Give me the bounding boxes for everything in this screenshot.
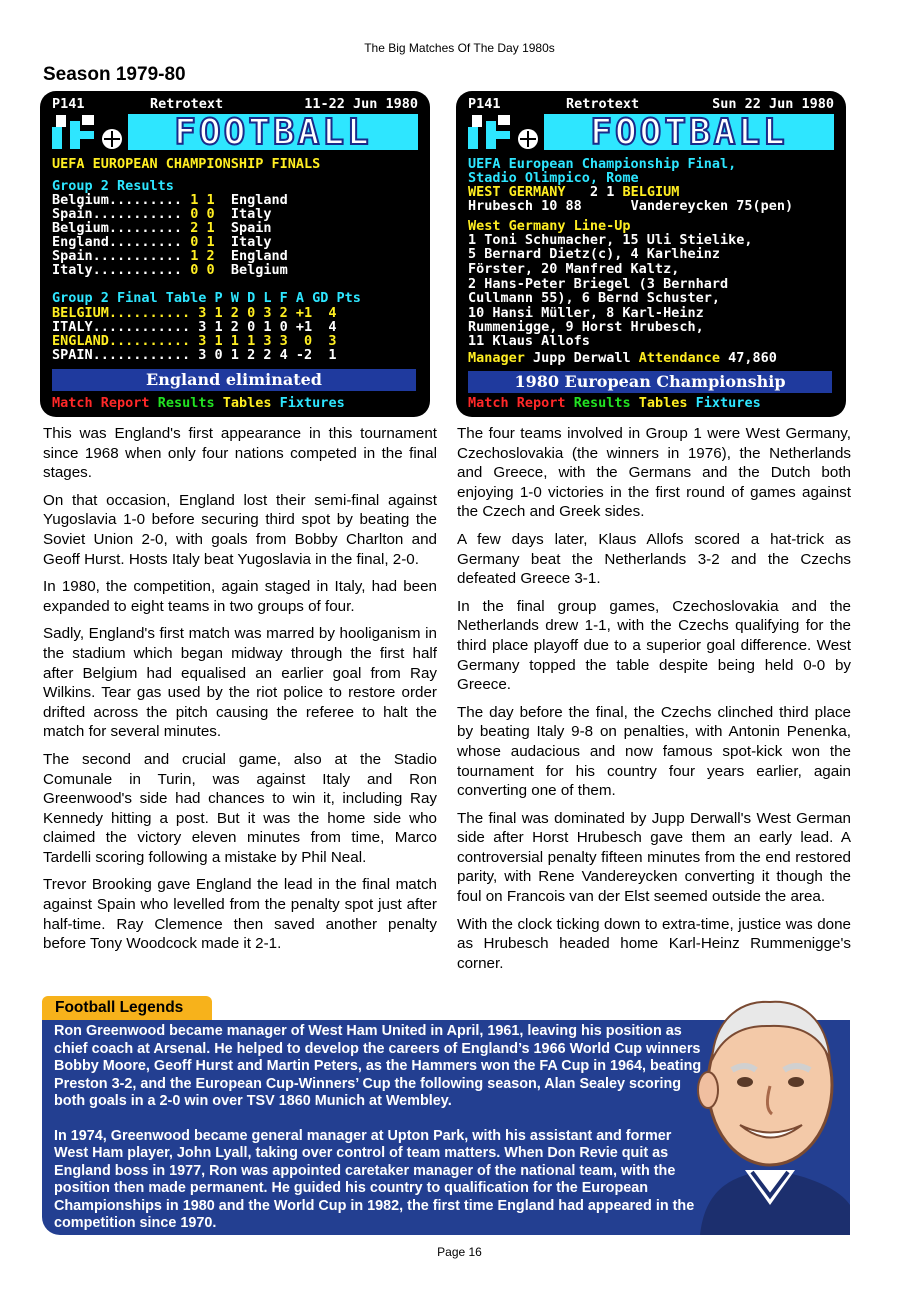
teletext-banner: 1980 European Championship	[468, 371, 832, 393]
page-header-title: The Big Matches Of The Day 1980s	[364, 41, 555, 55]
article-paragraph: The day before the final, the Czechs clinched third place by beating Italy 9-8 on penalties, with Antonin Penenka, whose audacious and now famous spot-kick won the tournament for his country four years earlier, again converting one of them.	[457, 703, 851, 800]
legends-paragraph: In 1974, Greenwood became general manager at Upton Park, with his assistant and former West Ham player, John Lyall, taking over control of team matters. When Don Revie quit as England boss in 1977, Ron was appointed caretaker manager of the national team, with the position then made permanent. He guided his country to qualification for the European Championships in 1980 and the World Cup in 1982, the first time England had appeared in the competition since 1970.	[54, 1127, 695, 1231]
teletext-service-name: Retrotext	[150, 96, 224, 112]
logo-figure-block	[496, 131, 510, 139]
teletext-subheadline: Stadio Olimpico, Rome	[468, 170, 639, 186]
teletext-page-number: P141	[52, 96, 85, 112]
result-row: England......... 0 1 Italy	[52, 234, 272, 250]
article-paragraph: The four teams involved in Group 1 were West Germany, Czechoslovakia (the winners in 1976), the Netherlands and Greece, with the Germans and the Dutch both enjoying 1-0 victories in the first round of games against the Czech and Greek sides.	[457, 425, 851, 521]
logo-figure-block	[80, 131, 94, 139]
football-logo	[52, 113, 418, 151]
lineup-line: Förster, 20 Manfred Kaltz,	[468, 261, 680, 277]
lineup-line: 10 Hansi Müller, 8 Karl-Heinz	[468, 305, 704, 321]
article-column-right	[457, 424, 851, 981]
teletext-headline: UEFA EUROPEAN CHAMPIONSHIP FINALS	[52, 156, 321, 172]
article-paragraph: In 1980, the competition, again staged in Italy, had been expanded to eight teams in two groups of four.	[43, 578, 437, 615]
logo-figure-block	[70, 121, 80, 149]
lineup-title: West Germany Line-Up	[468, 218, 631, 234]
fastext-results[interactable]: Results	[157, 395, 215, 411]
table-header: Group 2 Final Table P W D L F A GD Pts	[52, 290, 361, 306]
fastext-fixtures[interactable]: Fixtures	[695, 395, 761, 411]
fastext-links	[468, 395, 761, 411]
page-number: Page 16	[437, 1245, 482, 1259]
article-paragraph: With the clock ticking down to extra-time, justice was done as Hrubesch headed home Karl-Heinz Rummenigge's corner.	[457, 915, 851, 972]
fastext-fixtures[interactable]: Fixtures	[279, 395, 345, 411]
fastext-match[interactable]: Match	[52, 395, 93, 411]
article-paragraph: This was England's first appearance in this tournament since 1968 when only four nations competed in the final stages.	[43, 425, 437, 482]
fastext-report[interactable]: Report	[100, 395, 150, 411]
legends-paragraph: Ron Greenwood became manager of West Ham United in April, 1961, leaving his position as chief coach at Arsenal. He helped to develop the careers of England’s 1966 World Cup winners Bobby Moore, Geoff Hurst and Martin Peters, as the Hammers won the FA Cup in 1964, beating Preston 3-2, and the European Cup-Winners’ Cup the following season, Alan Sealey scoring both goals in a 2-0 win over TSV 1860 Munich at Wembley.	[54, 1023, 702, 1109]
table-row: ITALY............ 3 1 2 0 1 0 +1 4	[52, 319, 337, 335]
teletext-page-number: P141	[468, 96, 501, 112]
fastext-results[interactable]: Results	[573, 395, 631, 411]
result-row: Spain........... 0 0 Italy	[52, 206, 272, 222]
ron-greenwood-portrait	[690, 990, 850, 1235]
teletext-panel-final	[456, 91, 846, 417]
teletext-service-name: Retrotext	[566, 96, 640, 112]
fastext-tables[interactable]: Tables	[222, 395, 272, 411]
teletext-header-row	[468, 96, 834, 112]
lineup-line: 11 Klaus Allofs	[468, 333, 590, 349]
teletext-headline: UEFA European Championship Final,	[468, 156, 737, 172]
article-paragraph: Sadly, England's first match was marred by hooliganism in the stadium which began midway through the first half after Belgium had equalised an earlier goal from Ray Wilkins. Tear gas used by the riot police to restore order drifted across the pitch causing the referee to halt the match for several minutes.	[43, 625, 437, 741]
result-row: Belgium......... 2 1 Spain	[52, 220, 272, 236]
article-paragraph: The second and crucial game, also at the Stadio Comunale in Turin, was against Italy and Ron Greenwood's side had chances to win it, including Ray Kennedy hitting a post. But it was the home side who claimed the victory eleven minutes from time, Marco Tardelli scoring following a mistake by Phil Neal.	[43, 750, 437, 866]
final-score-row: WEST GERMANY 2 1 BELGIUM	[468, 184, 680, 200]
logo-text: FOOTBALL	[174, 113, 372, 151]
fastext-match[interactable]: Match	[468, 395, 509, 411]
legends-text	[54, 1023, 704, 1250]
table-row: ENGLAND.......... 3 1 1 1 3 3 0 3	[52, 333, 337, 349]
article-paragraph: In the final group games, Czechoslovakia and the Netherlands drew 1-1, with the Czechs qualifying for the third place playoff due to a superior goal difference. West Germany topped the table despite being held 0-0 by Greece.	[457, 597, 851, 694]
teletext-panel-group-results	[40, 91, 430, 417]
fastext-report[interactable]: Report	[516, 395, 566, 411]
logo-figure-block	[486, 121, 496, 149]
table-row: BELGIUM.......... 3 1 2 0 3 2 +1 4	[52, 305, 337, 321]
lineup-line: Cullmann 55), 6 Bernd Schuster,	[468, 290, 720, 306]
legends-tab-title: Football Legends	[42, 996, 212, 1020]
result-row: Belgium......... 1 1 England	[52, 192, 288, 208]
article-paragraph: A few days later, Klaus Allofs scored a hat-trick as Germany beat the Netherlands 3-2 and the Czechs defeated Greece 3-1.	[457, 530, 851, 588]
logo-figure-block	[56, 115, 66, 127]
logo-figure-block	[52, 127, 62, 149]
scorers-row: Hrubesch 10 88 Vandereycken 75(pen)	[468, 198, 794, 214]
logo-figure-block	[468, 127, 478, 149]
lineup-line: Rummenigge, 9 Horst Hrubesch,	[468, 319, 704, 335]
fastext-tables[interactable]: Tables	[638, 395, 688, 411]
article-paragraph: The final was dominated by Jupp Derwall's West German side after Horst Hrubesch gave them an early lead. A controversial penalty fifteen minutes from the end restored parity, with Rene Vandereycken converting it though the foul on Francois van der Elst seemed outside the area.	[457, 809, 851, 906]
lineup-line: 5 Bernard Dietz(c), 4 Karlheinz	[468, 246, 720, 262]
article-paragraph: Trevor Brooking gave England the lead in the final match against Spain who levelled from the penalty spot just after half-time. Ray Clemence then saved another penalty before Tony Woodcock made it 2-1.	[43, 876, 437, 953]
manager-row: Manager Jupp Derwall Attendance 47,860	[468, 350, 777, 366]
table-row: SPAIN............ 3 0 1 2 2 4 -2 1	[52, 347, 337, 363]
logo-figure-block	[472, 115, 482, 127]
teletext-date: Sun 22 Jun 1980	[712, 96, 834, 112]
teletext-date: 11-22 Jun 1980	[304, 96, 418, 112]
football-logo	[468, 113, 834, 151]
lineup-line: 1 Toni Schumacher, 15 Uli Stielike,	[468, 232, 753, 248]
logo-figure-block	[82, 115, 94, 125]
article-column-left	[43, 424, 437, 962]
logo-figure-block	[498, 115, 510, 125]
result-row: Spain........... 1 2 England	[52, 248, 288, 264]
lineup-line: 2 Hans-Peter Briegel (3 Bernhard	[468, 276, 729, 292]
teletext-header-row	[52, 96, 418, 112]
logo-text: FOOTBALL	[590, 113, 788, 151]
results-title: Group 2 Results	[52, 178, 174, 194]
teletext-banner: England eliminated	[52, 369, 416, 391]
result-row: Italy........... 0 0 Belgium	[52, 262, 288, 278]
fastext-links	[52, 395, 345, 411]
article-paragraph: On that occasion, England lost their semi-final against Yugoslavia 1-0 before securing third spot by beating the Soviet Union 2-0, with goals from Bobby Charlton and Geoff Hurst. Hosts Italy beat Yugoslavia in the final, 2-0.	[43, 491, 437, 568]
season-heading: Season 1979-80	[43, 64, 186, 85]
